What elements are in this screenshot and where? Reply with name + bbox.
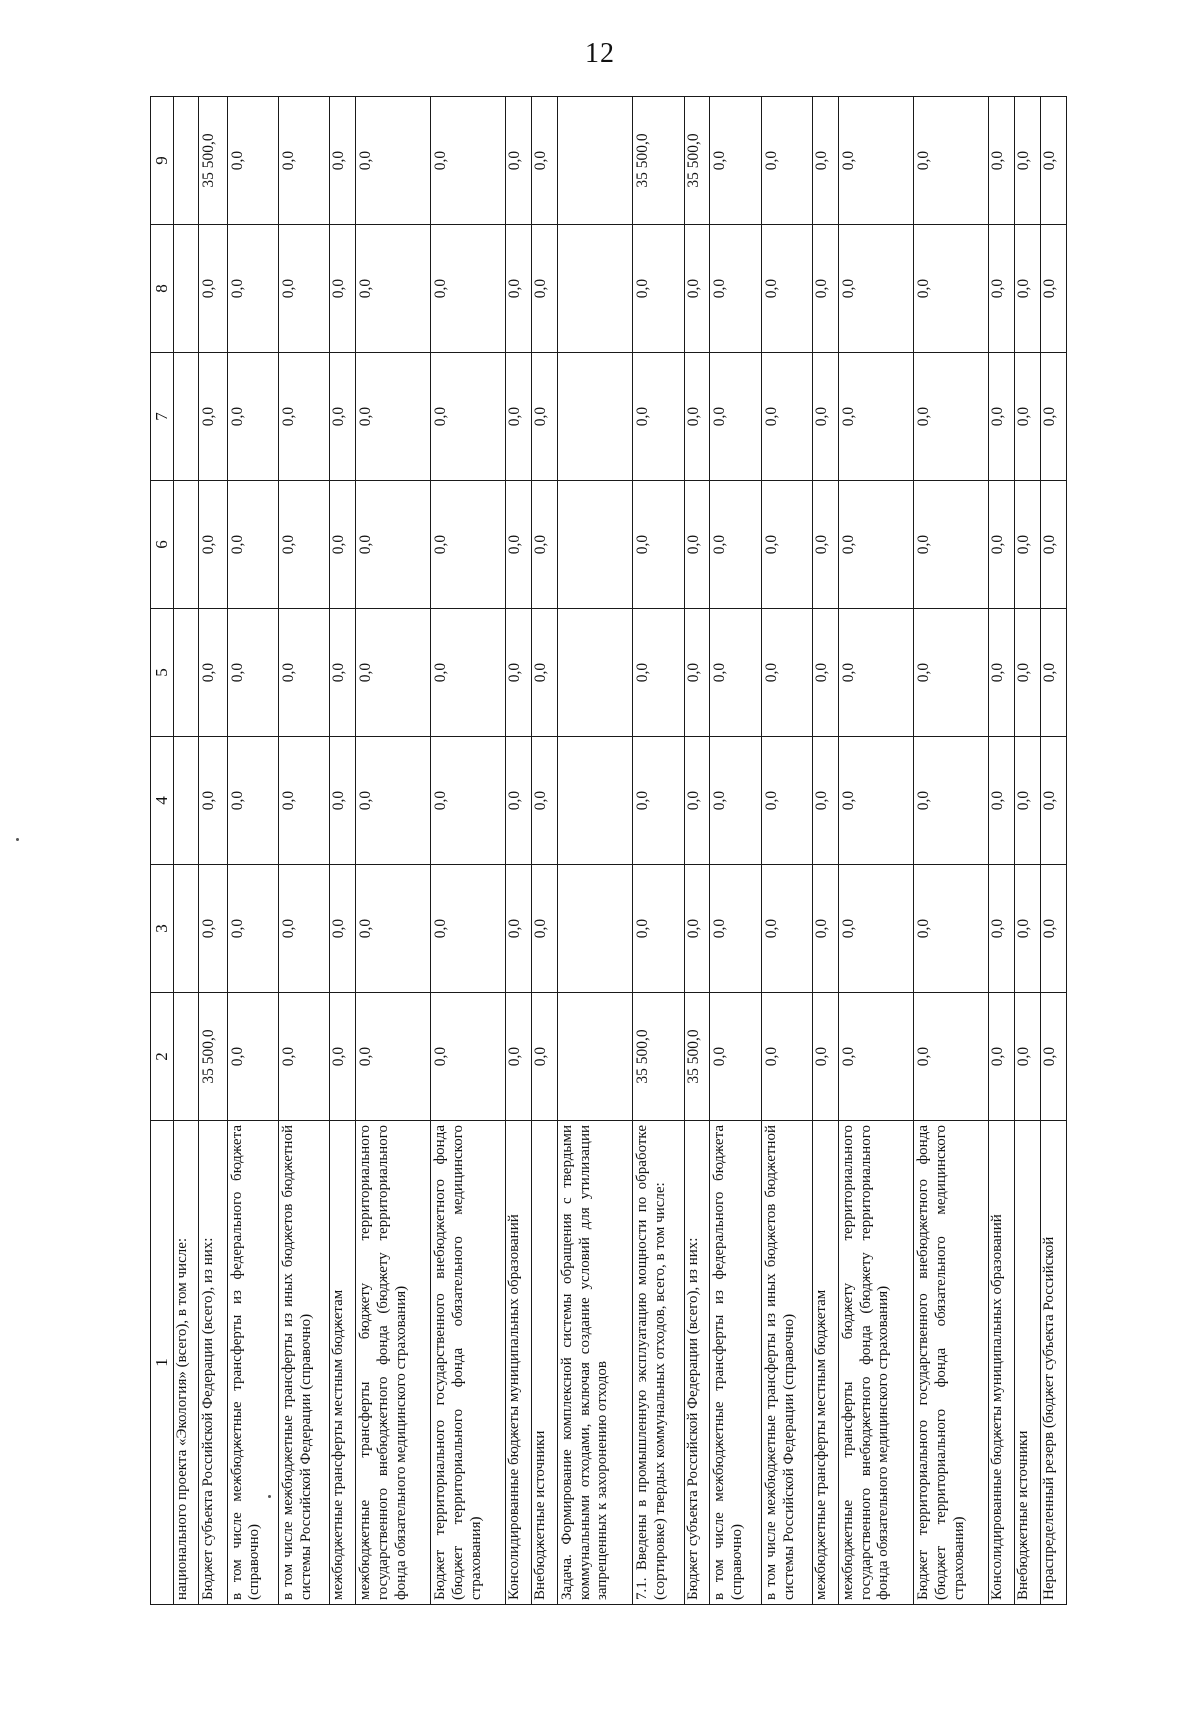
value-cell: 0,0 [330,993,356,1121]
value-cell: 0,0 [532,993,558,1121]
value-cell [558,737,633,865]
value-cell: 0,0 [710,865,761,993]
value-cell: 0,0 [356,97,431,225]
value-cell: 0,0 [684,865,710,993]
value-cell: 0,0 [506,97,532,225]
row-label: в том числе межбюджетные трансферты из федерального бюджета (справочно) [710,1121,761,1605]
value-cell: 0,0 [532,225,558,353]
table-row [356,97,431,1605]
value-cell: 0,0 [710,225,761,353]
table-row [684,97,710,1605]
value-cell: 35 500,0 [633,97,684,225]
value-cell: 0,0 [506,481,532,609]
value-cell: 0,0 [330,97,356,225]
column-header: 4 [151,737,174,865]
value-cell: 0,0 [356,993,431,1121]
column-header: 6 [151,481,174,609]
value-cell: 0,0 [710,609,761,737]
value-cell: 0,0 [813,97,839,225]
value-cell: 0,0 [710,481,761,609]
table-row [199,97,228,1605]
value-cell: 0,0 [1040,865,1066,993]
value-cell: 0,0 [227,97,278,225]
value-cell: 0,0 [914,353,989,481]
value-cell: 0,0 [813,225,839,353]
value-cell: 0,0 [1015,481,1041,609]
table-row [330,97,356,1605]
value-cell: 0,0 [227,481,278,609]
value-cell: 0,0 [710,737,761,865]
value-cell: 0,0 [839,225,914,353]
value-cell: 0,0 [633,865,684,993]
value-cell: 0,0 [710,993,761,1121]
value-cell: 0,0 [761,865,812,993]
value-cell: 0,0 [1040,97,1066,225]
value-cell: 0,0 [506,225,532,353]
table-row [227,97,278,1605]
value-cell [174,481,199,609]
value-cell: 0,0 [356,353,431,481]
value-cell: 0,0 [761,225,812,353]
value-cell: 0,0 [914,737,989,865]
value-cell: 0,0 [431,225,506,353]
value-cell: 0,0 [1040,609,1066,737]
value-cell: 0,0 [330,225,356,353]
value-cell: 35 500,0 [633,993,684,1121]
column-header: 9 [151,97,174,225]
value-cell [174,97,199,225]
value-cell: 0,0 [839,865,914,993]
value-cell: 0,0 [684,353,710,481]
value-cell [558,225,633,353]
value-cell: 0,0 [989,353,1015,481]
budget-table [150,96,1067,1605]
value-cell: 0,0 [1015,865,1041,993]
value-cell: 0,0 [199,865,228,993]
value-cell: 0,0 [761,993,812,1121]
table-row [813,97,839,1605]
value-cell: 0,0 [506,353,532,481]
table-row [989,97,1015,1605]
value-cell: 0,0 [431,993,506,1121]
value-cell: 0,0 [684,225,710,353]
value-cell: 0,0 [199,737,228,865]
table-row [506,97,532,1605]
value-cell: 0,0 [839,97,914,225]
value-cell: 0,0 [813,481,839,609]
value-cell: 0,0 [839,481,914,609]
value-cell: 0,0 [989,865,1015,993]
value-cell: 0,0 [279,609,330,737]
value-cell: 0,0 [431,737,506,865]
value-cell: 0,0 [532,353,558,481]
row-label: в том числе межбюджетные трансферты из иных бюджетов бюджетной системы Российской Федерации (справочно) [279,1121,330,1605]
value-cell: 0,0 [989,993,1015,1121]
table-row [174,97,199,1605]
rotated-table-wrapper [150,97,1067,1605]
value-cell [558,609,633,737]
value-cell [558,353,633,481]
column-header: 5 [151,609,174,737]
scan-speck [16,838,19,841]
value-cell [558,993,633,1121]
value-cell [558,865,633,993]
value-cell: 0,0 [279,353,330,481]
value-cell: 0,0 [227,609,278,737]
value-cell: 0,0 [532,481,558,609]
row-label: межбюджетные трансферты местным бюджетам [813,1121,839,1605]
table-row [839,97,914,1605]
value-cell: 0,0 [813,353,839,481]
value-cell: 0,0 [839,993,914,1121]
value-cell: 0,0 [356,481,431,609]
column-header: 2 [151,993,174,1121]
value-cell: 0,0 [684,481,710,609]
value-cell: 0,0 [227,993,278,1121]
value-cell: 0,0 [633,225,684,353]
table-body [174,97,1067,1605]
value-cell: 0,0 [330,353,356,481]
value-cell: 0,0 [330,609,356,737]
value-cell: 0,0 [199,481,228,609]
row-label: Бюджет субъекта Российской Федерации (всего), из них: [684,1121,710,1605]
value-cell: 0,0 [356,737,431,865]
row-label: Внебюджетные источники [532,1121,558,1605]
value-cell: 0,0 [279,865,330,993]
row-label: межбюджетные трансферты местным бюджетам [330,1121,356,1605]
value-cell: 0,0 [1040,737,1066,865]
column-header: 8 [151,225,174,353]
value-cell: 0,0 [431,481,506,609]
value-cell: 0,0 [431,97,506,225]
value-cell: 0,0 [914,609,989,737]
row-label: Бюджет территориального государственного внебюджетного фонда (бюджет территориального фонда обязательного медицинского страхования) [431,1121,506,1605]
value-cell: 0,0 [431,353,506,481]
value-cell: 0,0 [1015,225,1041,353]
value-cell: 0,0 [710,353,761,481]
value-cell [174,993,199,1121]
value-cell: 0,0 [279,993,330,1121]
value-cell: 0,0 [506,865,532,993]
value-cell: 0,0 [227,865,278,993]
value-cell [558,97,633,225]
value-cell: 0,0 [532,97,558,225]
value-cell: 0,0 [506,993,532,1121]
table-row [633,97,684,1605]
value-cell [174,737,199,865]
table-row [761,97,812,1605]
value-cell: 0,0 [356,865,431,993]
value-cell: 0,0 [1015,609,1041,737]
row-label: Задача. Формирование комплексной системы обращения с твердыми коммунальными отходами, включая создание условий для утилизации запрещенных к захоронению отходов [558,1121,633,1605]
row-label: Бюджет субъекта Российской Федерации (всего), из них: [199,1121,228,1605]
table-row [532,97,558,1605]
table-row [1040,97,1066,1605]
value-cell: 0,0 [914,865,989,993]
row-label: Бюджет территориального государственного внебюджетного фонда (бюджет территориального фонда обязательного медицинского страхования) [914,1121,989,1605]
value-cell: 0,0 [532,865,558,993]
table-row [279,97,330,1605]
column-header: 1 [151,1121,174,1605]
value-cell: 35 500,0 [199,97,228,225]
value-cell: 0,0 [761,737,812,865]
value-cell: 0,0 [1040,481,1066,609]
value-cell: 0,0 [1015,993,1041,1121]
value-cell: 0,0 [633,353,684,481]
value-cell: 0,0 [356,609,431,737]
value-cell: 0,0 [199,609,228,737]
value-cell: 0,0 [684,609,710,737]
value-cell: 0,0 [839,737,914,865]
value-cell: 0,0 [813,737,839,865]
value-cell: 0,0 [431,865,506,993]
table-row [431,97,506,1605]
value-cell: 0,0 [279,97,330,225]
value-cell [558,481,633,609]
value-cell: 0,0 [633,481,684,609]
value-cell: 0,0 [914,97,989,225]
value-cell: 0,0 [914,481,989,609]
row-label: в том числе межбюджетные трансферты из федерального бюджета (справочно) [227,1121,278,1605]
table-row [710,97,761,1605]
value-cell: 0,0 [813,993,839,1121]
value-cell: 0,0 [989,737,1015,865]
value-cell: 0,0 [914,993,989,1121]
value-cell: 0,0 [279,225,330,353]
value-cell: 0,0 [761,97,812,225]
value-cell: 0,0 [989,481,1015,609]
value-cell: 0,0 [1040,993,1066,1121]
value-cell: 0,0 [839,609,914,737]
value-cell: 0,0 [330,481,356,609]
value-cell: 0,0 [813,865,839,993]
value-cell: 0,0 [684,737,710,865]
value-cell: 0,0 [914,225,989,353]
row-label: 7.1. Введены в промышленную эксплуатацию мощности по обработке (сортировке) твердых коммунальных отходов, всего, в том числе: [633,1121,684,1605]
header-row [151,97,174,1605]
value-cell: 0,0 [227,225,278,353]
value-cell: 0,0 [761,609,812,737]
value-cell [174,225,199,353]
value-cell: 0,0 [761,481,812,609]
value-cell: 0,0 [710,97,761,225]
row-label: в том числе межбюджетные трансферты из иных бюджетов бюджетной системы Российской Федерации (справочно) [761,1121,812,1605]
value-cell: 0,0 [356,225,431,353]
row-label: Консолидированные бюджеты муниципальных образований [989,1121,1015,1605]
value-cell: 0,0 [839,353,914,481]
table-row [558,97,633,1605]
value-cell: 0,0 [199,225,228,353]
column-header: 7 [151,353,174,481]
row-label: межбюджетные трансферты бюджету территориального государственного внебюджетного фонда (бюджету территориального фонда обязательного медицинского страхования) [356,1121,431,1605]
value-cell: 0,0 [989,97,1015,225]
value-cell: 0,0 [227,737,278,865]
value-cell: 0,0 [279,481,330,609]
value-cell [174,865,199,993]
value-cell: 0,0 [506,609,532,737]
value-cell: 0,0 [431,609,506,737]
value-cell: 0,0 [330,865,356,993]
value-cell: 35 500,0 [684,97,710,225]
value-cell: 0,0 [330,737,356,865]
value-cell: 0,0 [532,737,558,865]
value-cell: 0,0 [1015,97,1041,225]
value-cell: 0,0 [633,737,684,865]
value-cell [174,609,199,737]
value-cell: 0,0 [506,737,532,865]
value-cell: 0,0 [227,353,278,481]
value-cell: 0,0 [633,609,684,737]
row-label: Внебюджетные источники [1015,1121,1041,1605]
row-label: Нераспределенный резерв (бюджет субъекта Российской [1040,1121,1066,1605]
value-cell: 0,0 [1015,737,1041,865]
column-header: 3 [151,865,174,993]
page-number: 12 [585,38,615,69]
value-cell: 0,0 [279,737,330,865]
value-cell: 0,0 [532,609,558,737]
row-label: межбюджетные трансферты бюджету территориального государственного внебюджетного фонда (бюджету территориального фонда обязательного медицинского страхования) [839,1121,914,1605]
value-cell: 0,0 [1040,225,1066,353]
value-cell: 0,0 [761,353,812,481]
value-cell [174,353,199,481]
row-label: Консолидированные бюджеты муниципальных образований [506,1121,532,1605]
value-cell: 35 500,0 [199,993,228,1121]
value-cell: 0,0 [1015,353,1041,481]
value-cell: 0,0 [989,225,1015,353]
table-row [1015,97,1041,1605]
value-cell: 0,0 [1040,353,1066,481]
table-row [914,97,989,1605]
value-cell: 0,0 [199,353,228,481]
value-cell: 0,0 [989,609,1015,737]
value-cell: 0,0 [813,609,839,737]
row-label: национального проекта «Экология» (всего), в том числе: [174,1121,199,1605]
value-cell: 35 500,0 [684,993,710,1121]
